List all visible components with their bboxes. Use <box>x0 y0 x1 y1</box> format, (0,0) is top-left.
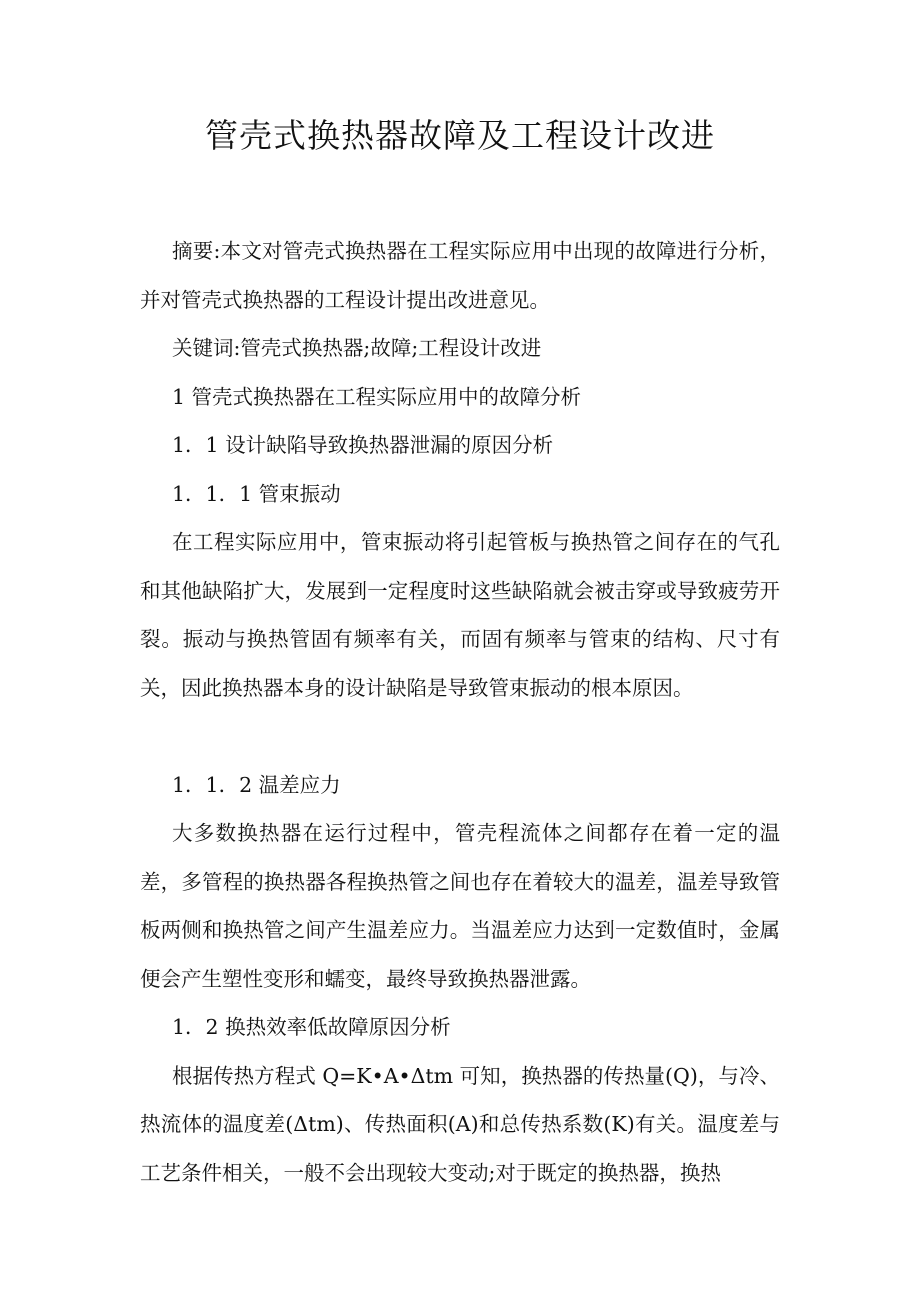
section-1-1-heading: 1．1 设计缺陷导致换热器泄漏的原因分析 <box>172 433 554 457</box>
section-1-1-2-heading: 1．1．2 温差应力 <box>172 772 341 797</box>
section-1-2-heading: 1．2 换热效率低故障原因分析 <box>172 1015 451 1039</box>
keywords-paragraph: 关键词:管壳式换热器;故障;工程设计改进 <box>172 336 542 360</box>
section-1-heading: 1 管壳式换热器在工程实际应用中的故障分析 <box>172 384 582 409</box>
section-1-1-1-paragraph: 在工程实际应用中，管束振动将引起管板与换热管之间存在的气孔和其他缺陷扩大，发展到一定程度时这些缺陷就会被击穿或导致疲劳开裂。振动与换热管固有频率有关，而固有频率与管束的结构、尺寸有关，因此换热器本身的设计缺陷是导致管束振动的根本原因。 <box>140 530 780 700</box>
document-title: 管壳式换热器故障及工程设计改进 <box>205 116 715 155</box>
blank-line <box>140 712 780 761</box>
section-1-1-1-heading: 1．1．1 管束振动 <box>172 481 341 506</box>
section-1-1-2-paragraph: 大多数换热器在运行过程中，管壳程流体之间都存在着一定的温差，多管程的换热器各程换热管之间也存在着较大的温差，温差导致管板两侧和换热管之间产生温差应力。当温差应力达到一定数值时，金属便会产生塑性变形和蠕变，最终导致换热器泄露。 <box>140 821 780 991</box>
abstract-paragraph: 摘要:本文对管壳式换热器在工程实际应用中出现的故障进行分析，并对管壳式换热器的工程设计提出改进意见。 <box>140 239 780 312</box>
section-1-2-paragraph: 根据传热方程式 Q=K•A•Δtm 可知，换热器的传热量(Q)，与冷、热流体的温度差(Δtm)、传热面积(A)和总传热系数(K)有关。温度差与工艺条件相关，一般不会出现较大变动;对于既定的换热器，换热 <box>140 1063 780 1185</box>
document-body <box>140 227 780 1197</box>
